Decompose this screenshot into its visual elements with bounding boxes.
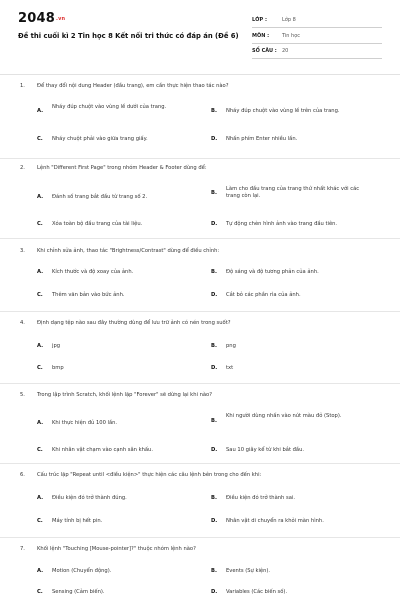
option-text: Cắt bỏ các phần rìa của ảnh. xyxy=(226,292,301,298)
option-text: Độ sáng và độ tương phản của ảnh. xyxy=(226,269,319,275)
question-number: 2. xyxy=(20,165,25,171)
option-letter: B. xyxy=(211,190,217,196)
option-text: Đánh số trang bắt đầu từ trang số 2. xyxy=(52,194,148,200)
option-letter: B. xyxy=(211,495,217,501)
option-letter: C. xyxy=(37,221,43,227)
question-number: 7. xyxy=(20,546,25,552)
header-divider xyxy=(0,74,400,75)
logo-text: 2048 xyxy=(18,11,55,26)
option-text: Nháy đúp chuột vào vùng lề trên của trang. xyxy=(226,108,340,114)
question-divider xyxy=(0,537,400,538)
question-number: 1. xyxy=(20,83,25,89)
question-divider xyxy=(0,463,400,464)
option-text: Khi nhân vật chạm vào cạnh sân khấu. xyxy=(52,447,153,453)
option-letter: C. xyxy=(37,292,43,298)
option-text: Khi thực hiện đủ 100 lần. xyxy=(52,420,118,426)
question-divider xyxy=(0,238,400,239)
info-label: SỐ CÂU : xyxy=(252,48,277,54)
question-text: Khối lệnh "Touching [Mouse-pointer]?" thuộc nhóm lệnh nào? xyxy=(37,546,196,552)
question-divider xyxy=(0,311,400,312)
option-letter: B. xyxy=(211,343,217,349)
question-text: Trong lập trình Scratch, khối lệnh lặp "Forever" sẽ dừng lại khi nào? xyxy=(37,392,212,398)
option-text: Nháy chuột phải vào giữa trang giấy. xyxy=(52,136,148,142)
option-letter: D. xyxy=(211,447,218,453)
site-logo[interactable] xyxy=(18,11,65,26)
option-text: Máy tính bị hết pin. xyxy=(52,518,103,524)
option-letter: B. xyxy=(211,418,217,424)
logo-tld: .vn xyxy=(55,15,66,22)
option-letter: A. xyxy=(37,420,44,426)
option-letter: B. xyxy=(211,108,217,114)
option-text: Motion (Chuyển động). xyxy=(52,568,112,574)
option-text: Thêm văn bản vào bức ảnh. xyxy=(52,292,125,298)
option-letter: A. xyxy=(37,568,44,574)
question-divider xyxy=(0,158,400,159)
info-label: MÔN : xyxy=(252,33,270,39)
question-number: 5. xyxy=(20,392,25,398)
question-number: 6. xyxy=(20,472,25,478)
question-text: Cấu trúc lặp "Repeat until <điều kiện>" thực hiện các câu lệnh bên trong cho đến khi: xyxy=(37,472,262,478)
info-label: LỚP : xyxy=(252,17,267,23)
option-letter: D. xyxy=(211,292,218,298)
option-text: Xóa toàn bộ đầu trang của tài liệu. xyxy=(52,221,143,227)
info-row-subject xyxy=(252,28,382,44)
option-letter: C. xyxy=(37,447,43,453)
option-text: txt xyxy=(226,365,234,371)
option-letter: A. xyxy=(37,269,44,275)
exam-title: Đề thi cuối kì 2 Tin học 8 Kết nối tri thức có đáp án (Đề 6) xyxy=(18,32,239,40)
option-text: Điều kiện đó trở thành sai. xyxy=(226,495,295,501)
question-text: Lệnh "Different First Page" trong nhóm Header & Footer dùng để: xyxy=(37,165,207,171)
option-text: Variables (Các biến số). xyxy=(226,589,288,595)
option-letter: C. xyxy=(37,136,43,142)
info-value: Lớp 8 xyxy=(282,17,296,23)
option-letter: A. xyxy=(37,108,44,114)
option-text: Nhân vật di chuyển ra khỏi màn hình. xyxy=(226,518,324,524)
option-text: bmp xyxy=(52,365,64,371)
option-letter: C. xyxy=(37,589,43,595)
option-letter: D. xyxy=(211,221,218,227)
option-text: Sau 10 giây kể từ khi bắt đầu. xyxy=(226,447,305,453)
option-text: Sensing (Cảm biến). xyxy=(52,589,105,595)
option-letter: D. xyxy=(211,518,218,524)
option-text: Nhấn phím Enter nhiều lần. xyxy=(226,136,298,142)
option-text: Khi người dùng nhấn vào nút màu đỏ (Stop). xyxy=(226,413,342,419)
option-letter: A. xyxy=(37,495,44,501)
option-letter: D. xyxy=(211,136,218,142)
info-value: Tin học xyxy=(282,33,301,39)
option-text: Nháy đúp chuột vào vùng lề dưới của trang. xyxy=(52,104,167,110)
info-row-class xyxy=(252,12,382,28)
question-divider xyxy=(0,383,400,384)
question-text: Khi chỉnh sửa ảnh, thao tác "Brightness/Contrast" dùng để điều chỉnh: xyxy=(37,248,220,254)
exam-header xyxy=(0,0,400,70)
option-text: Tự động chèn hình ảnh vào trang đầu tiên. xyxy=(226,221,338,227)
option-letter: D. xyxy=(211,589,218,595)
option-text: Điều kiện đó trở thành đúng. xyxy=(52,495,127,501)
option-letter: B. xyxy=(211,568,217,574)
question-number: 4. xyxy=(20,320,25,326)
option-letter: D. xyxy=(211,365,218,371)
info-value: 20 xyxy=(282,48,289,54)
option-letter: A. xyxy=(37,343,44,349)
option-text: Kích thước và độ xoay của ảnh. xyxy=(52,269,134,275)
question-number: 3. xyxy=(20,248,25,254)
info-row-count xyxy=(252,43,382,59)
question-text: Để thay đổi nội dung Header (đầu trang), em cần thực hiện thao tác nào? xyxy=(37,83,229,89)
option-letter: C. xyxy=(37,518,43,524)
option-letter: C. xyxy=(37,365,43,371)
option-letter: B. xyxy=(211,269,217,275)
option-text: jpg xyxy=(52,343,61,349)
option-text: png xyxy=(226,343,236,349)
option-text: Events (Sự kiện). xyxy=(226,568,271,574)
option-letter: A. xyxy=(37,194,44,200)
question-text: Định dạng tệp nào sau đây thường dùng để lưu trữ ảnh có nén trong suốt? xyxy=(37,320,231,326)
option-text: Làm cho đầu trang của trang thứ nhất khác với các trang còn lại. xyxy=(226,186,360,199)
